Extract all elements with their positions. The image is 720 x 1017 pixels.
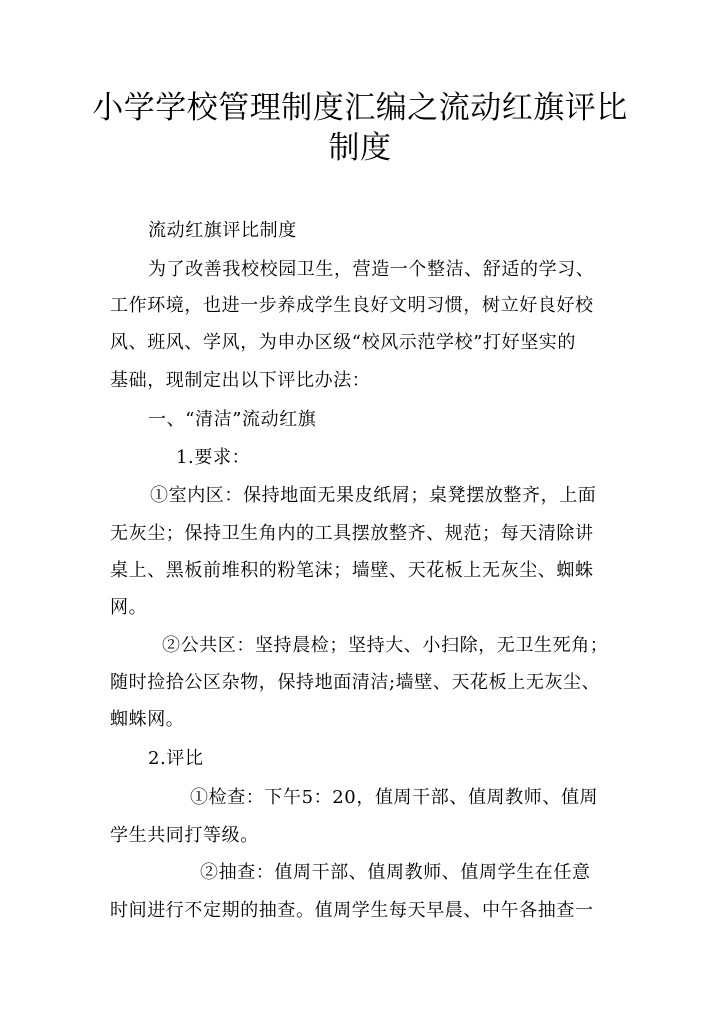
- spot-check-line-2: 时间进行不定期的抽查。值周学生每天早晨、中午各抽查一: [110, 900, 594, 921]
- indoor-line-3: 桌上、黑板前堆积的粉笔沫；墙壁、天花板上无灰尘、蜘蛛: [110, 560, 594, 581]
- intro-line-2: 工作环境，也进一步养成学生良好文明习惯，树立好良好校: [110, 295, 594, 316]
- check-line-1: ①检查：下午5：20，值周干部、值周教师、值周: [190, 787, 599, 808]
- intro-line-4: 基础，现制定出以下评比办法：: [110, 370, 371, 391]
- subtitle: 流动红旗评比制度: [148, 220, 297, 241]
- public-line-1: ②公共区：坚持晨检；坚持大、小扫除，无卫生死角；: [162, 635, 609, 656]
- public-line-3: 蜘蛛网。: [110, 709, 185, 730]
- requirements-heading: 1.要求：: [176, 447, 251, 468]
- indoor-line-1: ①室内区：保持地面无果皮纸屑；桌凳摆放整齐，上面: [150, 485, 597, 506]
- evaluation-heading: 2.评比: [148, 748, 204, 769]
- indoor-line-2: 无灰尘；保持卫生角内的工具摆放整齐、规范；每天清除讲: [110, 523, 594, 544]
- check-line-2: 学生共同打等级。: [110, 825, 259, 846]
- section1-heading: 一、“清洁”流动红旗: [148, 409, 317, 430]
- intro-line-1: 为了改善我校校园卫生，营造一个整洁、舒适的学习、: [148, 259, 595, 280]
- indoor-line-4: 网。: [110, 597, 148, 618]
- intro-line-3: 风、班风、学风，为申办区级“校风示范学校”打好坚实的: [110, 332, 577, 353]
- public-line-2: 随时捡拾公区杂物，保持地面清洁;墙壁、天花板上无灰尘、: [110, 672, 601, 693]
- document-title-line-1: 小学学校管理制度汇编之流动红旗评比: [92, 90, 628, 126]
- spot-check-line-1: ②抽查：值周干部、值周教师、值周学生在任意: [200, 862, 591, 883]
- document-title-line-2: 制度: [328, 130, 392, 166]
